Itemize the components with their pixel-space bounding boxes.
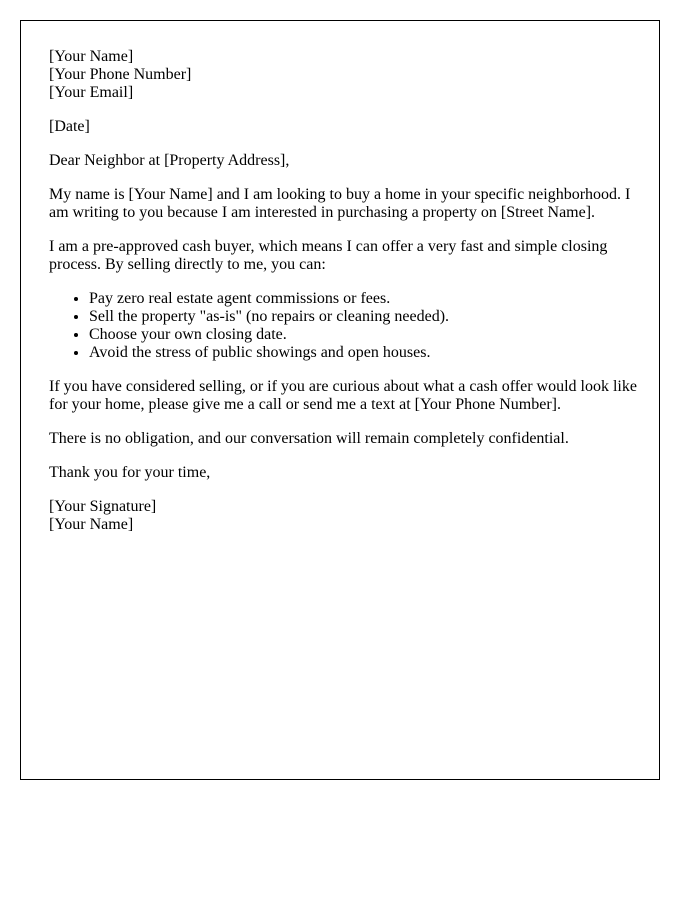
sender-block bbox=[49, 48, 639, 102]
list-item: • Avoid the stress of public showings and open houses. bbox=[89, 344, 639, 362]
intro-paragraph: My name is [Your Name] and I am looking to buy a home in your specific neighborhood. I am writing to you because I am interested in purchasing a property on [Street Name]. bbox=[49, 186, 631, 221]
closing-line: Thank you for your time, bbox=[49, 464, 211, 481]
list-item: • Sell the property "as-is" (no repairs or cleaning needed). bbox=[89, 308, 639, 326]
letter-body bbox=[49, 48, 639, 534]
offer-paragraph: I am a pre-approved cash buyer, which means I can offer a very fast and simple closing process. By selling directly to me, you can: bbox=[49, 238, 608, 273]
list-item: • Choose your own closing date. bbox=[89, 326, 639, 344]
sender-phone: [Your Phone Number] bbox=[49, 66, 192, 83]
benefits-list bbox=[49, 290, 639, 362]
signature-line: [Your Signature] bbox=[49, 498, 157, 515]
signature-block bbox=[49, 498, 639, 534]
confidentiality-paragraph: There is no obligation, and our conversation will remain completely confidential. bbox=[49, 430, 569, 447]
list-item: • Pay zero real estate agent commissions or fees. bbox=[89, 290, 639, 308]
signature-name: [Your Name] bbox=[49, 516, 134, 533]
call-to-action-paragraph: If you have considered selling, or if you are curious about what a cash offer would look like for your home, please give me a call or send me a text at [Your Phone Number]. bbox=[49, 378, 637, 413]
letter-date: [Date] bbox=[49, 118, 90, 135]
sender-email: [Your Email] bbox=[49, 84, 134, 101]
salutation: Dear Neighbor at [Property Address], bbox=[49, 152, 290, 169]
sender-name: [Your Name] bbox=[49, 48, 134, 65]
